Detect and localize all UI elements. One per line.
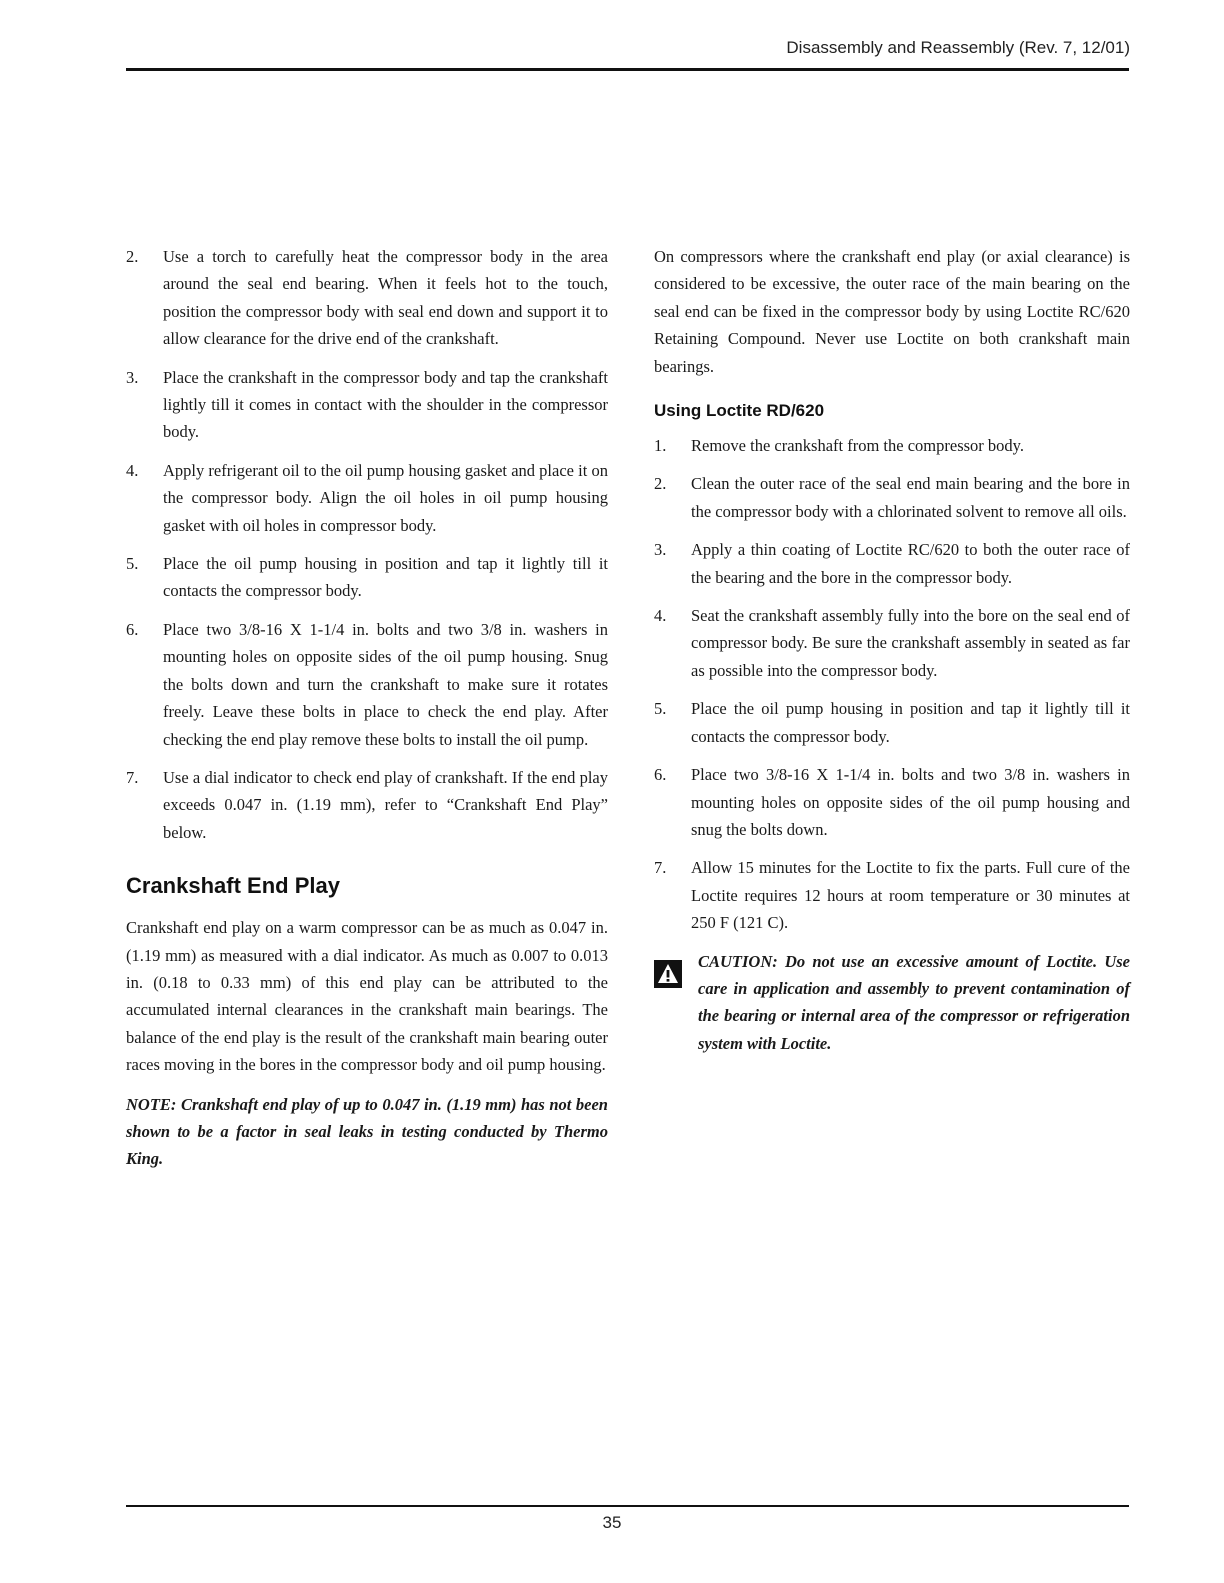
list-item bbox=[126, 457, 608, 539]
step-number: 4. bbox=[654, 606, 667, 626]
step-number: 6. bbox=[654, 765, 667, 785]
step-number: 7. bbox=[126, 767, 139, 787]
step-text: Place two 3/8-16 X 1-1/4 in. bolts and two 3/8 in. washers in mounting holes on opposite sides of the oil pump housing and snug the bolts down. bbox=[691, 765, 1130, 839]
list-item bbox=[126, 550, 608, 605]
list-item bbox=[126, 364, 608, 446]
step-text: Apply refrigerant oil to the oil pump housing gasket and place it on the compressor body. Align the oil holes in oil pump housing gasket with oil holes in compressor body. bbox=[163, 460, 608, 535]
step-number: 3. bbox=[654, 540, 667, 560]
caution-text: CAUTION: Do not use an excessive amount of Loctite. Use care in application and assembly to prevent contamination of the bearing or internal area of the compressor or refrigeration system with Loctite. bbox=[698, 951, 1130, 1053]
step-text: Remove the crankshaft from the compressor body. bbox=[691, 436, 1024, 456]
header-rule bbox=[126, 68, 1129, 71]
step-text: Place the oil pump housing in position and tap it lightly till it contacts the compressor body. bbox=[163, 554, 608, 601]
list-item bbox=[654, 761, 1130, 843]
step-number: 1. bbox=[654, 436, 667, 456]
left-column bbox=[126, 243, 608, 1185]
note-paragraph: NOTE: Crankshaft end play of up to 0.047 in. (1.19 mm) has not been shown to be a factor in seal leaks in testing conducted by Thermo King. bbox=[126, 1094, 608, 1169]
step-number: 5. bbox=[654, 699, 667, 719]
step-text: Place two 3/8-16 X 1-1/4 in. bolts and two 3/8 in. washers in mounting holes on opposite sides of the oil pump housing. Snug the bolts down and turn the crankshaft to make sure it rotates freely. Leave these bolts in place to check the end play. After checking the end play remove these bolts to install the oil pump. bbox=[163, 619, 608, 749]
step-number: 5. bbox=[126, 554, 139, 574]
intro-paragraph: On compressors where the crankshaft end play (or axial clearance) is considered to be excessive, the outer race of the main bearing on the seal end can be fixed in the compressor body by using Loctite RC/620 Retaining Compound. Never use Loctite on both crankshaft main bearings. bbox=[654, 247, 1130, 376]
list-item bbox=[654, 854, 1130, 936]
section-paragraph: Crankshaft end play on a warm compressor can be as much as 0.047 in. (1.19 mm) as measured with a dial indicator. As much as 0.007 to 0.013 in. (0.18 to 0.33 mm) of this end play can be attributed to the accumulated internal clearances in the crankshaft main bearings. The balance of the end play is the result of the crankshaft main bearing outer races moving in the bores in the compressor body and oil pump housing. bbox=[126, 918, 608, 1075]
step-number: 3. bbox=[126, 367, 139, 387]
list-item bbox=[654, 536, 1130, 591]
step-text: Allow 15 minutes for the Loctite to fix the parts. Full cure of the Loctite requires 12 hours at room temperature or 30 minutes at 250 F (121 C). bbox=[691, 858, 1130, 933]
step-number: 2. bbox=[654, 474, 667, 494]
list-item bbox=[126, 243, 608, 353]
step-number: 2. bbox=[126, 247, 139, 266]
section-heading: Crankshaft End Play bbox=[126, 873, 340, 899]
sub-heading: Using Loctite RD/620 bbox=[654, 401, 825, 421]
list-item bbox=[654, 602, 1130, 684]
list-item bbox=[654, 432, 1130, 459]
page-header-title: Disassembly and Reassembly (Rev. 7, 12/01) bbox=[786, 38, 1130, 57]
step-text: Apply a thin coating of Loctite RC/620 to both the outer race of the bearing and the bore in the compressor body. bbox=[691, 540, 1130, 587]
step-number: 6. bbox=[126, 619, 139, 639]
warning-triangle-icon bbox=[654, 948, 698, 1058]
step-text: Seat the crankshaft assembly fully into the bore on the seal end of compressor body. Be sure the crankshaft assembly in seated as far as possible into the compressor body. bbox=[691, 606, 1130, 680]
step-text: Place the oil pump housing in position and tap it lightly till it contacts the compressor body. bbox=[691, 699, 1130, 746]
footer-rule bbox=[126, 1505, 1129, 1507]
step-text: Clean the outer race of the seal end main bearing and the bore in the compressor body with a chlorinated solvent to remove all oils. bbox=[691, 474, 1130, 521]
step-text: Place the crankshaft in the compressor body and tap the crankshaft lightly till it comes in contact with the shoulder in the compressor body. bbox=[163, 367, 608, 442]
step-text: Use a dial indicator to check end play of crankshaft. If the end play exceeds 0.047 in. (1.19 mm), refer to “Crankshaft End Play” below. bbox=[163, 767, 608, 842]
step-number: 7. bbox=[654, 858, 667, 878]
right-column bbox=[654, 243, 1130, 1057]
list-item bbox=[126, 764, 608, 846]
list-item bbox=[654, 695, 1130, 750]
page-number: 35 bbox=[602, 1513, 622, 1532]
caution-block bbox=[654, 948, 1130, 1058]
step-number: 4. bbox=[126, 460, 139, 480]
list-item bbox=[654, 470, 1130, 525]
list-item bbox=[126, 616, 608, 753]
step-text: Use a torch to carefully heat the compressor body in the area around the seal end bearing. When it feels hot to the touch, position the compressor body with seal end down and support it to allow clearance for the drive end of the crankshaft. bbox=[163, 247, 608, 349]
